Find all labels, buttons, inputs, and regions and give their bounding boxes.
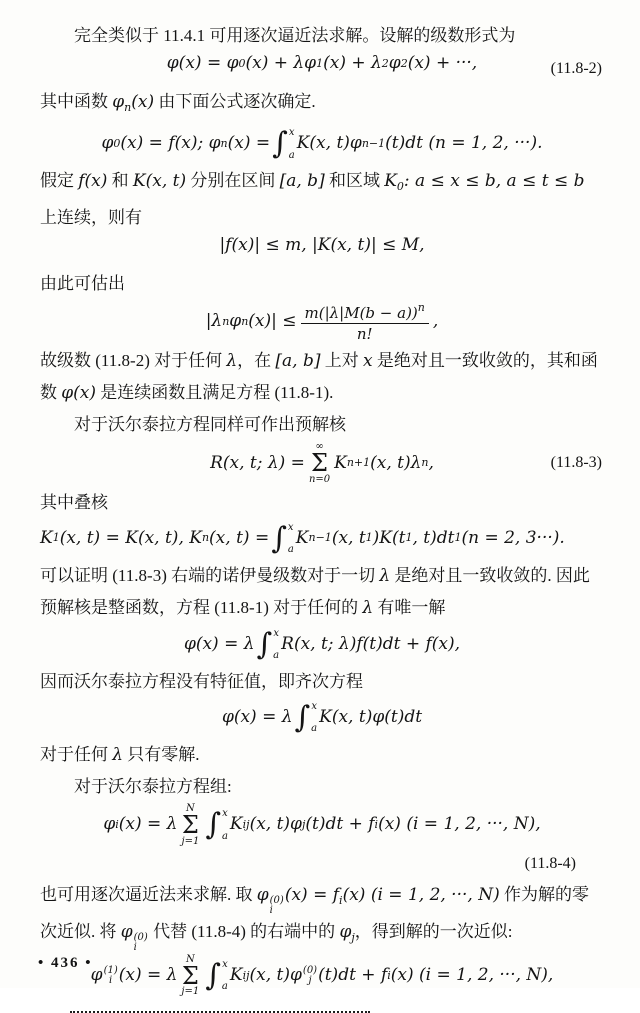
math-run: ,	[432, 311, 439, 332]
math-subsup	[134, 933, 148, 953]
integral-glyph: ∫	[205, 957, 221, 993]
math-run: (x) =	[227, 133, 271, 154]
math-subscript: 0	[396, 180, 404, 193]
math-run: K	[384, 171, 397, 191]
fraction-numerator	[301, 301, 429, 324]
math-subscript: n	[241, 314, 249, 328]
equation-number: (11.8-4)	[524, 854, 576, 872]
text-line	[40, 879, 604, 916]
text-line	[40, 165, 604, 202]
math-subscript: 0	[238, 56, 246, 70]
integral-sign	[271, 520, 294, 558]
text-line	[40, 916, 604, 953]
equation-body	[184, 626, 460, 664]
page-number: • 436 •	[38, 955, 93, 971]
text-run: 对于任何	[40, 744, 113, 764]
sigma-glyph: Σ	[311, 449, 329, 477]
sum-lower-limit: n=0	[308, 473, 331, 485]
math-run: ,	[428, 452, 434, 473]
math-run: f(x)	[78, 171, 108, 191]
math-subscript: 1	[405, 531, 413, 545]
math-run: n!	[356, 325, 373, 343]
math-run: (t)dt + f	[305, 814, 375, 835]
text-run: 是绝对且一致收敛的，其和函	[372, 351, 598, 370]
text-run: 其中叠核	[40, 492, 108, 512]
equation-number: (11.8-2)	[550, 59, 602, 77]
text-run: 代替 (11.8-4) 的右端中的	[148, 921, 340, 941]
integral-sign	[295, 699, 318, 737]
text-line	[40, 409, 604, 440]
integral-upper-limit: x	[273, 627, 279, 639]
integral-sign	[205, 957, 228, 995]
math-run: [a, b]	[279, 171, 325, 191]
text-run: 只有零解.	[123, 744, 200, 764]
text-line	[40, 739, 604, 771]
text-run: 和	[107, 171, 133, 190]
integral-limits	[272, 628, 279, 662]
math-subscript: 1	[365, 531, 373, 545]
equation-body	[40, 520, 565, 558]
sum-upper-limit: ∞	[315, 441, 324, 452]
integral-limits	[221, 959, 228, 993]
text-run: 对于沃尔泰拉方程组:	[74, 776, 232, 796]
math-run: (x)	[131, 92, 155, 112]
math-run: (t)dt (n = 1, 2, ···).	[385, 133, 543, 154]
text-line	[40, 20, 604, 51]
math-subscript: ij	[242, 968, 250, 982]
text-run: 因而沃尔泰拉方程没有特征值，即齐次方程	[40, 671, 363, 691]
math-run: (x, t)φ	[249, 814, 302, 835]
integral-glyph: ∫	[271, 520, 287, 556]
math-subscript: i	[109, 974, 113, 986]
integral-upper-limit: x	[288, 127, 295, 138]
text-line	[40, 666, 604, 697]
math-run: φ(x)	[61, 383, 97, 403]
integral-lower-limit: a	[287, 544, 294, 556]
fraction-denominator	[357, 324, 373, 343]
integral-upper-limit: x	[222, 808, 228, 820]
math-subscript: 1	[454, 531, 462, 545]
math-run: φ	[112, 92, 125, 112]
integral-limits	[287, 522, 294, 556]
text-line	[40, 592, 604, 624]
math-run: K	[295, 528, 309, 549]
text-run: 分别在区间	[186, 171, 280, 190]
math-run: λ	[112, 744, 124, 765]
math-run: (x) = λ	[118, 965, 178, 986]
text-line	[40, 377, 604, 409]
sigma-glyph: Σ	[181, 810, 199, 839]
text-line	[40, 771, 604, 802]
equation-body	[103, 804, 540, 847]
display-equation	[40, 626, 604, 664]
integral-limits	[221, 808, 228, 842]
text-run: 对于沃尔泰拉方程同样可作出预解核	[74, 415, 346, 434]
math-run: (x, t) = K(x, t), K	[59, 528, 202, 549]
equation-body	[167, 54, 477, 74]
math-run: (n = 2, 3···).	[461, 528, 565, 549]
math-subscript: 1	[52, 531, 60, 545]
math-subscript: i	[115, 817, 119, 831]
math-run: (x, t	[331, 528, 366, 549]
text-run: 有唯一解	[373, 597, 446, 617]
integral-sign	[272, 125, 295, 163]
math-run: (x, t)φ	[249, 965, 302, 986]
math-subscript: n−1	[308, 531, 332, 545]
equation-body	[91, 955, 554, 998]
math-subsup	[104, 966, 118, 986]
math-subscript: n	[220, 136, 228, 150]
text-run: 也可用逐次逼近法来求解. 取	[40, 884, 257, 904]
text-run: 次近似. 将	[40, 921, 121, 941]
math-superscript: (0)	[133, 931, 148, 943]
math-subscript: i	[374, 817, 379, 831]
display-equation	[40, 699, 604, 737]
math-subscript: j	[308, 974, 312, 986]
math-run: φ(x) = λ	[183, 634, 255, 655]
integral-glyph: ∫	[205, 807, 221, 843]
display-equation	[40, 53, 604, 84]
math-superscript: 2	[381, 56, 389, 70]
math-subscript: ij	[242, 817, 250, 831]
math-run: φ	[120, 921, 133, 942]
fraction	[301, 301, 429, 343]
math-subscript: i	[339, 893, 343, 907]
math-run: K(x, t)φ	[296, 133, 362, 154]
math-run: (x) (i = 1, 2, ···, N)	[342, 884, 500, 905]
math-superscript: n	[222, 314, 230, 328]
display-equation	[40, 955, 604, 998]
math-subscript: i	[387, 968, 391, 982]
math-run: (x) (i = 1, 2, ···, N),	[378, 814, 541, 835]
integral-sign	[257, 626, 280, 664]
math-run: (x) (i = 1, 2, ···, N),	[390, 965, 554, 986]
math-run: (x) = λ	[118, 814, 178, 835]
equation-number: (11.8-3)	[550, 454, 602, 472]
math-run: φ	[388, 53, 401, 74]
math-run: (x)| ≤	[248, 311, 297, 332]
text-run: 其中函数	[40, 92, 113, 111]
math-superscript: n	[417, 301, 425, 314]
math-run: φ	[256, 884, 269, 905]
math-run: (x) = f	[284, 884, 340, 905]
math-run: φ	[90, 965, 103, 986]
math-superscript: (1)	[103, 964, 118, 976]
math-run: K(x, t)	[132, 171, 187, 191]
display-equation	[40, 804, 604, 847]
text-run: 完全类似于 11.4.1 可用逐次逼近法求解。设解的级数形式为	[74, 26, 516, 45]
math-run: |λ	[205, 311, 223, 332]
text-line	[40, 487, 604, 518]
math-run: λ	[362, 597, 374, 618]
text-run: ，在	[237, 351, 276, 370]
math-run: (x, t)λ	[370, 452, 422, 473]
integral-lower-limit: a	[311, 723, 318, 735]
page-content	[40, 20, 604, 1013]
text-run: 数	[40, 383, 62, 402]
summation-sign	[181, 804, 199, 847]
math-run: φ(x) = φ	[166, 53, 239, 74]
text-run: 预解核是整函数，方程 (11.8-1) 对于任何的	[40, 597, 363, 617]
display-equation	[40, 520, 604, 558]
text-run: 是连续函数且满足方程 (11.8-1).	[96, 383, 334, 402]
sum-upper-limit: N	[185, 953, 195, 965]
integral-limits	[288, 127, 295, 161]
math-run: K	[40, 528, 53, 549]
equation-body	[210, 442, 434, 485]
math-run: m(|λ|M(b − a))	[304, 304, 418, 322]
math-run: )K(t	[372, 528, 406, 549]
math-run: K	[229, 814, 243, 835]
text-run: 上连续，则有	[40, 208, 142, 227]
equation-body	[219, 236, 424, 256]
integral-glyph: ∫	[256, 626, 273, 662]
text-run: 由此可估出	[40, 274, 125, 293]
text-run: 假定	[40, 171, 79, 190]
integral-upper-limit: x	[311, 700, 317, 712]
math-run: φ	[101, 133, 114, 154]
math-run: K	[334, 452, 347, 473]
integral-sign	[205, 806, 228, 844]
math-run: , t)dt	[412, 528, 455, 549]
integral-limits	[310, 701, 317, 735]
math-subscript: n+1	[346, 456, 371, 470]
math-run: φ	[339, 921, 352, 942]
summation-sign	[181, 955, 199, 998]
math-run: φ(x) = λ	[221, 707, 293, 728]
equation-body	[102, 125, 543, 163]
integral-upper-limit: x	[222, 958, 228, 970]
summation-sign	[309, 442, 330, 485]
math-subscript: i	[133, 941, 137, 953]
sum-lower-limit: j=1	[181, 835, 200, 847]
math-subscript: n	[124, 101, 132, 114]
math-subsup	[303, 966, 317, 986]
text-run: 和区域	[324, 171, 385, 190]
text-run: ，得到解的一次近似:	[354, 921, 513, 941]
math-superscript: (0)	[302, 964, 318, 976]
display-equation	[40, 301, 604, 343]
math-run: K(x, t)φ(t)dt	[319, 707, 423, 728]
text-run: 是绝对且一致收敛的. 因此	[390, 565, 590, 585]
math-run: (x) + λφ	[245, 53, 317, 74]
math-run: x	[362, 351, 373, 371]
math-run: |f(x)| ≤ m, |K(x, t)| ≤ M,	[219, 235, 425, 256]
integral-lower-limit: a	[221, 981, 228, 993]
equation-body	[206, 301, 439, 343]
math-run: (t)dt + f	[318, 965, 388, 986]
math-run: (x) + ···,	[407, 53, 478, 74]
text-line	[40, 86, 604, 123]
integral-lower-limit: a	[221, 830, 228, 842]
text-run: 上对	[320, 351, 363, 370]
math-run: (x, t) =	[209, 528, 270, 549]
math-run: (x) = f(x); φ	[120, 133, 221, 154]
math-subscript: 2	[400, 56, 408, 70]
math-subscript: j	[301, 817, 306, 831]
integral-upper-limit: x	[287, 521, 294, 533]
math-run: (x) + λ	[323, 53, 382, 74]
display-equation	[40, 442, 604, 485]
text-line	[40, 268, 604, 299]
math-run: K	[229, 965, 243, 986]
integral-lower-limit: a	[288, 149, 295, 161]
math-run: φ	[229, 311, 242, 332]
math-subscript: n	[201, 531, 210, 545]
text-line	[40, 560, 604, 592]
equation-body	[222, 699, 422, 737]
integral-glyph: ∫	[272, 126, 288, 161]
math-subsup	[270, 896, 284, 916]
math-run: φ	[103, 814, 116, 835]
sum-upper-limit: N	[186, 802, 195, 814]
math-subscript: j	[351, 930, 355, 944]
math-run: R(x, t; λ) =	[210, 452, 305, 473]
text-run: 可以证明 (11.8-3) 右端的诺伊曼级数对于一切	[40, 565, 380, 585]
text-line	[40, 345, 604, 377]
integral-glyph: ∫	[294, 699, 311, 735]
sigma-glyph: Σ	[181, 961, 199, 990]
math-run: λ	[379, 565, 391, 586]
math-subscript: i	[269, 904, 273, 916]
math-subscript: 0	[113, 136, 121, 150]
math-subscript: 1	[316, 56, 324, 70]
math-run: λ	[226, 351, 238, 371]
text-run: 作为解的零	[499, 884, 589, 904]
math-superscript: n	[421, 456, 429, 470]
integral-lower-limit: a	[273, 650, 280, 662]
sum-lower-limit: j=1	[181, 986, 200, 998]
display-equation	[40, 125, 604, 163]
math-run: : a ≤ x ≤ b, a ≤ t ≤ b	[403, 171, 585, 191]
math-run: R(x, t; λ)f(t)dt + f(x),	[281, 634, 461, 655]
math-superscript: (0)	[269, 894, 284, 906]
text-run: 由下面公式逐次确定.	[154, 92, 316, 111]
math-run: [a, b]	[275, 351, 321, 371]
text-line	[40, 202, 604, 233]
text-run: 故级数 (11.8-2) 对于任何	[40, 351, 227, 370]
display-equation	[40, 235, 604, 266]
math-subscript: n−1	[361, 136, 386, 150]
